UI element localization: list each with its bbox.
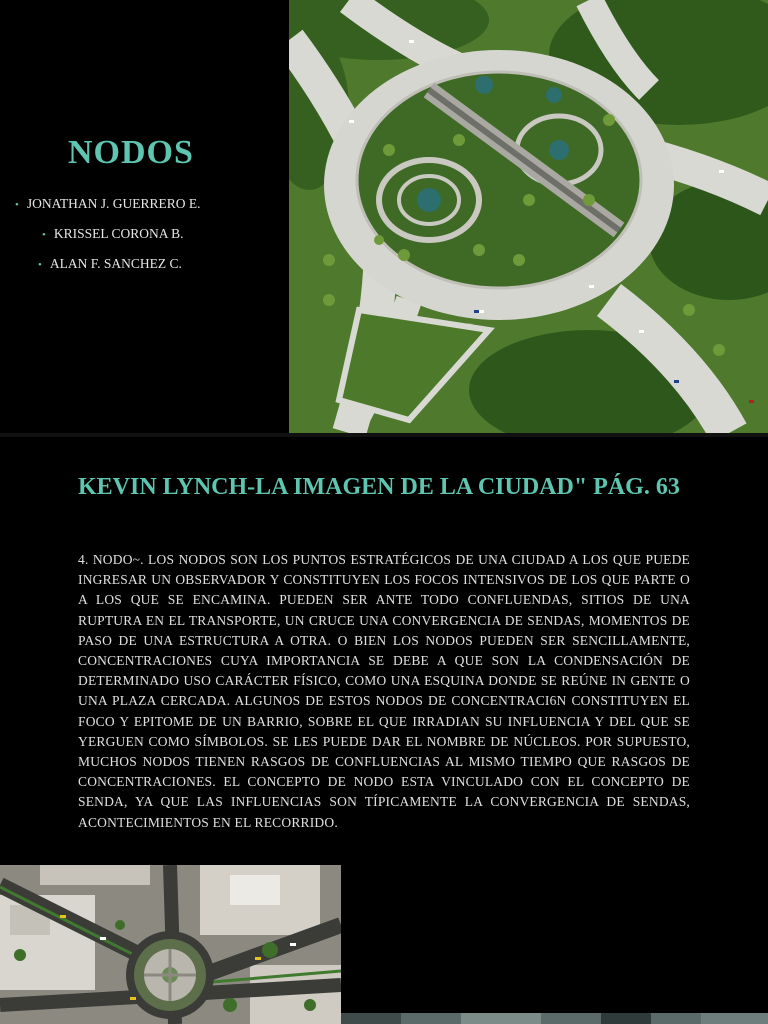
author-name: KRISSEL CORONA B.	[53, 226, 184, 241]
section-heading: KEVIN LYNCH-LA IMAGEN DE LA CIUDAD" PÁG. 63	[78, 474, 680, 500]
body-paragraph: 4. NODO~. LOS NODOS SON LOS PUNTOS ESTRATÉGICOS DE UNA CIUDAD A LOS QUE PUEDE INGRESAR UN OBSERVADOR Y CONSTITUYEN LOS FOCOS INTENSIVOS DE LOS QUE PARTE O A LOS QUE SE ENCAMINA. PUEDEN SER ANTE TODO CONFLUENDAS, SITIOS DE UNA RUPTURA EN EL TRANSPORTE, UN CRUCE UNA CONVERGENCIA DE SENDAS, MOMENTOS DE PASO DE UNA ESTRUCTURA A OTRA. O BIEN LOS NODOS PUEDEN SER SENCILLAMENTE, CONCENTRACIONES CUYA IMPORTANCIA SE DEBE A QUE SON LA CONDENSACIÓN DE DETERMINADO USO CARÁCTER FÍSICO, COMO UNA ESQUINA DONDE SE REÚNE IN GENTE O UNA PLAZA CERCADA. ALGUNOS DE ESTOS NODOS DE CONCENTRACI6N CONSTITUYEN EL FOCO Y EPITOME DE UN BARRIO, SOBRE EL QUE IRRADIAN SU INFLUENCIA Y DEL QUE SE YERGUEN COMO SÍMBOLOS. SE LES PUEDE DAR EL NOMBRE DE NÚCLEOS. POR SUPUESTO, MUCHOS NODOS TIENEN RASGOS DE CONFLUENCIAS AL MISMO TIEMPO QUE RASGOS DE CONCENTRACIONES. EL CONCEPTO DE NODO ESTA VINCULADO CON EL CONCEPTO DE SENDA, YA QUE LAS INFLUENCIAS SON TÍPICAMENTE LA CONVERGENCIA DE SENDAS, ACONTECIMIENTOS EN EL RECORRIDO.	[78, 552, 690, 830]
bullet-icon: •	[42, 229, 46, 241]
author-item	[0, 224, 290, 254]
author-name: ALAN F. SANCHEZ C.	[49, 256, 182, 271]
slide-title: NODOS	[68, 134, 194, 171]
content-slide	[0, 437, 768, 1024]
title-slide	[0, 0, 768, 433]
author-item	[0, 194, 290, 224]
author-list	[0, 194, 290, 284]
author-name: JONATHAN J. GUERRERO E.	[26, 196, 201, 211]
next-slide-preview	[341, 1012, 768, 1024]
bullet-icon: •	[38, 259, 42, 271]
author-item	[0, 254, 290, 284]
city-roundabout-image	[0, 865, 341, 1024]
roundabout-aerial-image	[289, 0, 768, 433]
bullet-icon: •	[15, 199, 19, 211]
